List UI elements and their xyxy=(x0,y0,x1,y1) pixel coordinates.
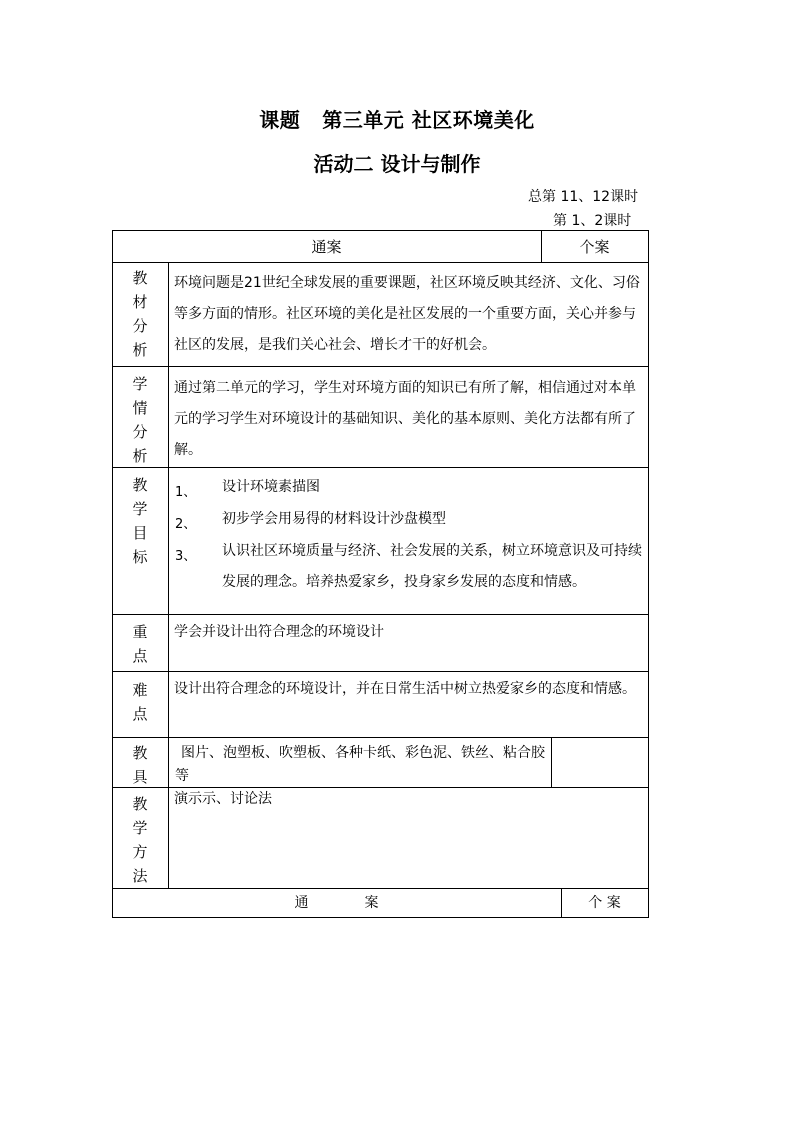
label-char: 点 xyxy=(132,705,148,723)
label-divider xyxy=(168,262,169,888)
label-char: 材 xyxy=(132,293,148,311)
goal-text: 认识社区环境质量与经济、社会发展的关系，树立环境意识及可持续发展的理念。培养热爱家乡，投身家乡发展的态度和情感。 xyxy=(222,543,642,590)
row-label-teaching-methods xyxy=(112,792,168,888)
row-line xyxy=(112,467,649,468)
bottom-header-gean: 个 案 xyxy=(588,895,621,911)
title-prefix: 课题 xyxy=(259,108,301,132)
goal-number: 2、 xyxy=(175,517,197,532)
row-label-teaching-aids xyxy=(112,741,168,789)
row-line xyxy=(112,737,649,738)
label-char: 分 xyxy=(132,317,148,335)
goal-number: 1、 xyxy=(175,485,197,500)
label-char: 析 xyxy=(132,341,148,359)
table-border-top xyxy=(112,230,649,231)
teaching-methods-content: 演示示、讨论法 xyxy=(174,791,272,807)
label-char: 析 xyxy=(132,447,148,465)
label-char: 学 xyxy=(132,500,148,518)
row-label-key-points xyxy=(112,620,168,668)
textbook-analysis-content: 环境问题是21世纪全球发展的重要课题，社区环境反映其经济、文化、习俗等多方面的情形。社区环境的美化是社区发展的一个重要方面，关心并参与社区的发展，是我们关心社会、增长才干的好机会。 xyxy=(174,275,640,353)
label-char: 目 xyxy=(132,524,148,542)
row-label-difficulties xyxy=(112,678,168,726)
goal-text: 初步学会用易得的材料设计沙盘模型 xyxy=(222,511,446,527)
label-char: 难 xyxy=(132,681,148,699)
label-char: 学 xyxy=(132,819,148,837)
row-label-teaching-goals xyxy=(112,473,168,569)
label-char: 教 xyxy=(132,795,148,813)
label-char: 具 xyxy=(132,768,148,786)
label-char: 重 xyxy=(132,623,148,641)
label-char: 情 xyxy=(132,399,148,417)
row-line xyxy=(112,262,649,263)
table-border-bottom xyxy=(112,917,649,918)
label-char: 点 xyxy=(132,647,148,665)
page-subtitle: 活动二 设计与制作 xyxy=(313,152,481,176)
label-char: 教 xyxy=(132,476,148,494)
top-header-tongan: 通案 xyxy=(311,238,342,256)
teaching-aids-content: 图片、泡塑板、吹塑板、各种卡纸、彩色泥、铁丝、粘合胶等 xyxy=(175,745,545,784)
lesson-range: 第 1、2课时 xyxy=(553,213,632,229)
label-char: 标 xyxy=(132,548,148,566)
goal-number: 3、 xyxy=(175,549,197,564)
key-points-content: 学会并设计出符合理念的环境设计 xyxy=(174,624,384,640)
goal-text: 设计环境素描图 xyxy=(222,479,320,495)
top-header-gean: 个案 xyxy=(579,238,610,256)
row-line xyxy=(112,614,649,615)
row-line xyxy=(112,671,649,672)
jiaoju-divider xyxy=(551,738,552,787)
difficulties-content: 设计出符合理念的环境设计，并在日常生活中树立热爱家乡的态度和情感。 xyxy=(174,681,636,697)
row-line xyxy=(112,366,649,367)
bottom-header-tongan: 通 案 xyxy=(294,895,379,911)
student-analysis-content: 通过第二单元的学习，学生对环境方面的知识已有所了解，相信通过对本单元的学习学生对环境设计的基础知识、美化的基本原则、美化方法都有所了解。 xyxy=(174,380,636,458)
label-char: 教 xyxy=(132,744,148,762)
title-main: 第三单元 社区环境美化 xyxy=(322,108,535,132)
page-title xyxy=(0,104,794,133)
row-label-student-analysis xyxy=(112,372,168,468)
label-char: 教 xyxy=(132,269,148,287)
label-char: 方 xyxy=(132,843,148,861)
row-label-textbook-analysis xyxy=(112,266,168,362)
label-char: 法 xyxy=(132,867,148,885)
label-char: 学 xyxy=(132,375,148,393)
total-lessons: 总第 11、12课时 xyxy=(528,189,639,205)
label-char: 分 xyxy=(132,423,148,441)
table-border-right xyxy=(648,230,649,918)
